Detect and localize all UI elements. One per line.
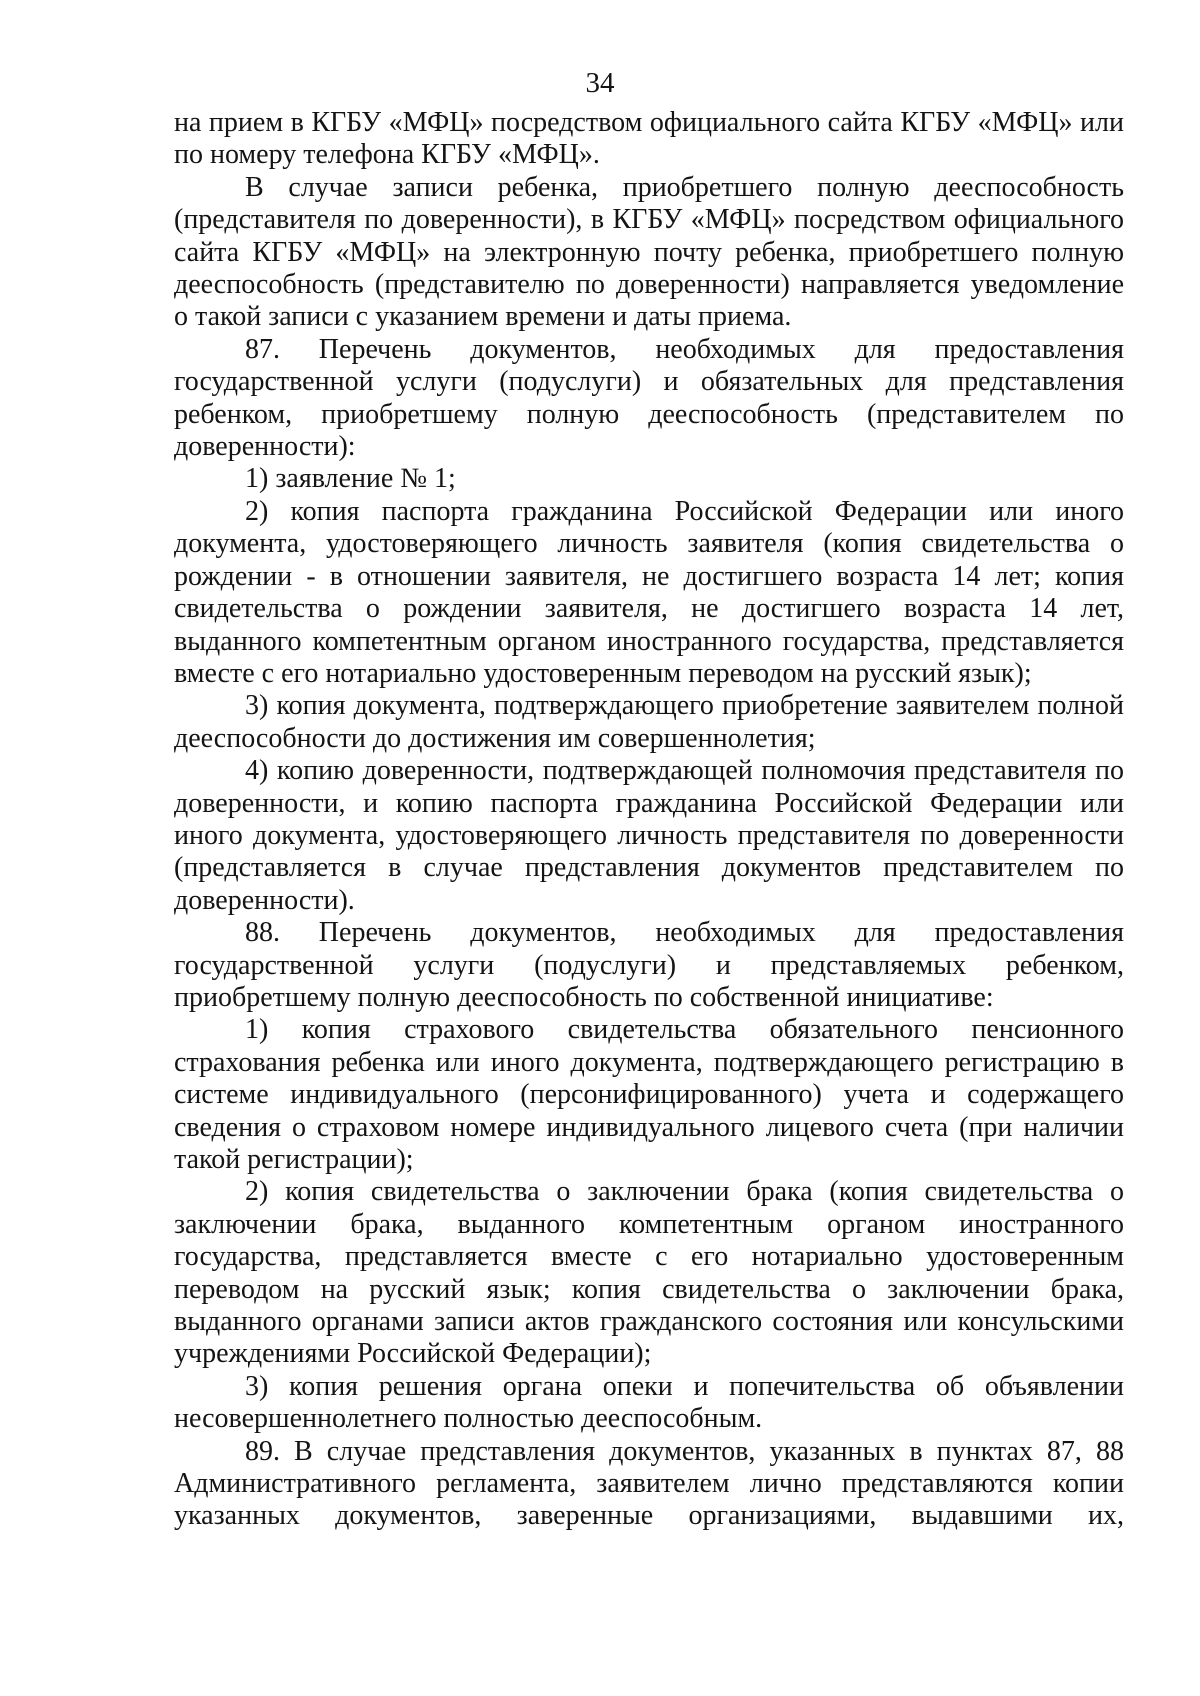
list-item: 3) копия решения органа опеки и попечительства об объявлении несовершеннолетнего полностью дееспособным. (174, 1370, 1124, 1435)
paragraph-item-88: 88. Перечень документов, необходимых для предоставления государственной услуги (подуслуги) и представляемых ребенком, приобретшему полную дееспособность по собственной инициативе: (174, 917, 1124, 1013)
list-item: 4) копию доверенности, подтверждающей полномочия представителя по доверенности, и копию паспорта гражданина Российской Федерации или иного документа, удостоверяющего личность представителя по доверенности (представляется в случае представления документов представителем по доверенности). (174, 755, 1124, 916)
paragraph-item-87: 87. Перечень документов, необходимых для предоставления государственной услуги (подуслуги) и обязательных для представления ребенком, приобретшему полную дееспособность (представителем по доверенности): (174, 333, 1124, 463)
list-item: 1) копия страхового свидетельства обязательного пенсионного страхования ребенка или иного документа, подтверждающего регистрацию в системе индивидуального (персонифицированного) учета и содержащего сведения о страховом номере индивидуального лицевого счета (при наличии такой регистрации); (174, 1014, 1124, 1175)
paragraph: В случае записи ребенка, приобретшего полную дееспособность (представителя по доверенности), в КГБУ «МФЦ» посредством официального сайта КГБУ «МФЦ» на электронную почту ребенка, приобретшего полную дееспособность (представителю по доверенности) направляется уведомление о такой записи с указанием времени и даты приема. (174, 171, 1124, 333)
list-item: 2) копия свидетельства о заключении брака (копия свидетельства о заключении брака, выданного компетентным органом иностранного государства, представляется вместе с его нотариально удостоверенным переводом на русский язык; копия свидетельства о заключении брака, выданного органами записи актов гражданского состояния или консульскими учреждениями Российской Федерации); (174, 1176, 1124, 1370)
list-item: 2) копия паспорта гражданина Российской Федерации или иного документа, удостоверяющего личность заявителя (копия свидетельства о рождении - в отношении заявителя, не достигшего возраста 14 лет; копия свидетельства о рождении заявителя, не достигшего возраста 14 лет, выданного компетентным органом иностранного государства, представляется вместе с его нотариально удостоверенным переводом на русский язык); (174, 495, 1124, 689)
paragraph: на прием в КГБУ «МФЦ» посредством официального сайта КГБУ «МФЦ» или по номеру телефона КГБУ «МФЦ». (174, 107, 1124, 171)
list-item: 3) копия документа, подтверждающего приобретение заявителем полной дееспособности до достижения им совершеннолетия; (174, 690, 1124, 754)
list-item: 1) заявление № 1; (245, 463, 456, 495)
document-body (174, 107, 1124, 1533)
paragraph-item-89: 89. В случае представления документов, указанных в пунктах 87, 88 Административного регламента, заявителем лично представляются копии указанных документов, заверенные организациями, выдавшими их, (174, 1435, 1124, 1532)
page-number: 34 (585, 67, 615, 99)
